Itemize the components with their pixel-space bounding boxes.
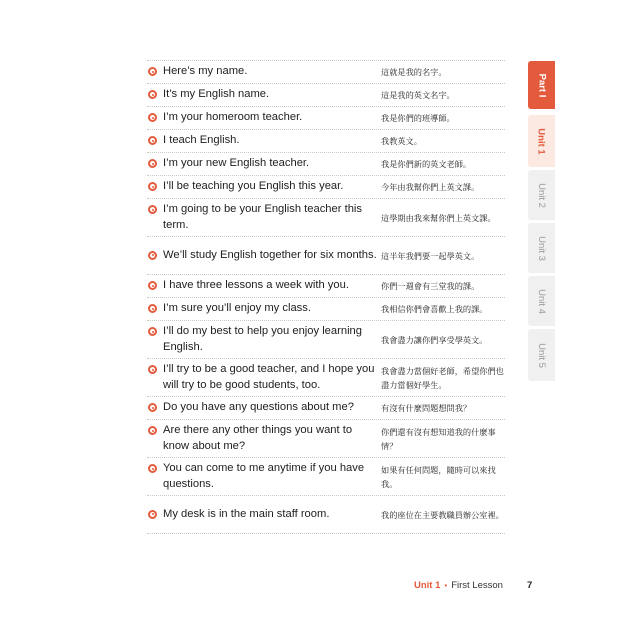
circle-bullet-icon <box>148 281 157 290</box>
english-phrase: I’m sure you’ll enjoy my class. <box>163 302 311 315</box>
circle-bullet-icon <box>148 304 157 313</box>
tab-unit-4-label: Unit 4 <box>535 288 547 314</box>
chinese-translation: 這就是我的名字。 <box>381 67 447 77</box>
chinese-translation: 我相信你們會喜歡上我的課。 <box>381 304 488 314</box>
tab-unit-1[interactable] <box>528 115 555 167</box>
english-phrase: I’ll try to be a good teacher, and I hope you will try to be good students, too. <box>163 363 375 391</box>
phrase-row <box>147 176 505 199</box>
phrase-row <box>147 61 505 84</box>
phrase-row <box>147 321 505 359</box>
english-phrase: Here’s my name. <box>163 65 248 78</box>
phrase-row <box>147 107 505 130</box>
chinese-translation: 我教英文。 <box>381 136 422 146</box>
phrase-row <box>147 130 505 153</box>
circle-bullet-icon <box>148 365 157 374</box>
english-phrase: My desk is in the main staff room. <box>163 507 330 520</box>
phrase-table <box>147 60 505 534</box>
tab-unit-3-label: Unit 3 <box>535 235 547 261</box>
phrase-row <box>147 420 505 458</box>
english-phrase: We’ll study English together for six months. <box>163 248 377 261</box>
tab-unit-5[interactable] <box>528 329 555 381</box>
chinese-translation: 我會盡力當個好老師，希望你們也盡力當個好學生。 <box>381 365 504 390</box>
circle-bullet-icon <box>148 510 157 519</box>
circle-bullet-icon <box>148 159 157 168</box>
chinese-translation: 我是你們新的英文老師。 <box>381 159 472 169</box>
english-phrase: I’ll do my best to help you enjoy learning English. <box>163 325 363 353</box>
english-phrase: I teach English. <box>163 134 240 147</box>
page-footer <box>414 580 503 591</box>
phrase-row <box>147 275 505 298</box>
english-phrase: I’m going to be your English teacher this term. <box>163 203 362 231</box>
circle-bullet-icon <box>148 136 157 145</box>
circle-bullet-icon <box>148 464 157 473</box>
circle-bullet-icon <box>148 182 157 191</box>
chinese-translation: 如果有任何問題，隨時可以來找我。 <box>381 464 496 489</box>
phrase-row <box>147 153 505 176</box>
footer-separator: • <box>444 581 448 590</box>
circle-bullet-icon <box>148 251 157 260</box>
circle-bullet-icon <box>148 426 157 435</box>
chinese-translation: 你們一週會有三堂我的課。 <box>381 281 480 291</box>
english-phrase: I’m your new English teacher. <box>163 157 310 170</box>
chinese-translation: 這是我的英文名字。 <box>381 90 455 100</box>
circle-bullet-icon <box>148 90 157 99</box>
chinese-translation: 這學期由我來幫你們上英文課。 <box>381 212 496 223</box>
phrase-row <box>147 237 505 275</box>
chinese-translation: 有沒有什麼問題想問我？ <box>381 403 472 413</box>
english-phrase: I’ll be teaching you English this year. <box>163 180 344 193</box>
tab-unit-4[interactable] <box>528 276 555 326</box>
tab-unit-5-label: Unit 5 <box>535 342 547 368</box>
phrase-row <box>147 397 505 420</box>
circle-bullet-icon <box>148 403 157 412</box>
footer-lesson-title: First Lesson <box>451 580 503 591</box>
english-phrase: Are there any other things you want to know about me? <box>163 424 353 452</box>
chinese-translation: 我是你們的班導師。 <box>381 113 455 123</box>
circle-bullet-icon <box>148 67 157 76</box>
tab-part-label: Part I <box>535 73 547 97</box>
chinese-translation: 今年由我幫你們上英文課。 <box>381 182 480 192</box>
english-phrase: You can come to me anytime if you have questions. <box>163 462 365 490</box>
chinese-translation: 這半年我們要一起學英文。 <box>381 250 480 261</box>
circle-bullet-icon <box>148 113 157 122</box>
english-phrase: Do you have any questions about me? <box>163 401 354 414</box>
tab-unit-2[interactable] <box>528 170 555 220</box>
tab-unit-3[interactable] <box>528 223 555 273</box>
chinese-translation: 我的座位在主要教職員辦公室裡。 <box>381 509 504 520</box>
chinese-translation: 我會盡力讓你們享受學英文。 <box>381 334 488 345</box>
phrase-row <box>147 496 505 534</box>
tab-unit-2-label: Unit 2 <box>535 182 547 208</box>
phrase-row <box>147 458 505 496</box>
phrase-row <box>147 84 505 107</box>
tab-unit-1-label: Unit 1 <box>535 127 547 155</box>
tab-part-1[interactable] <box>528 61 555 109</box>
phrase-row <box>147 359 505 397</box>
circle-bullet-icon <box>148 327 157 336</box>
english-phrase: It’s my English name. <box>163 88 270 101</box>
phrase-row <box>147 199 505 237</box>
page-number: 7 <box>527 580 533 591</box>
chinese-translation: 你們還有沒有想知道我的什麼事情？ <box>381 426 496 451</box>
phrase-row <box>147 298 505 321</box>
english-phrase: I’m your homeroom teacher. <box>163 111 303 124</box>
circle-bullet-icon <box>148 205 157 214</box>
footer-unit: Unit 1 <box>414 580 441 591</box>
english-phrase: I have three lessons a week with you. <box>163 279 349 292</box>
